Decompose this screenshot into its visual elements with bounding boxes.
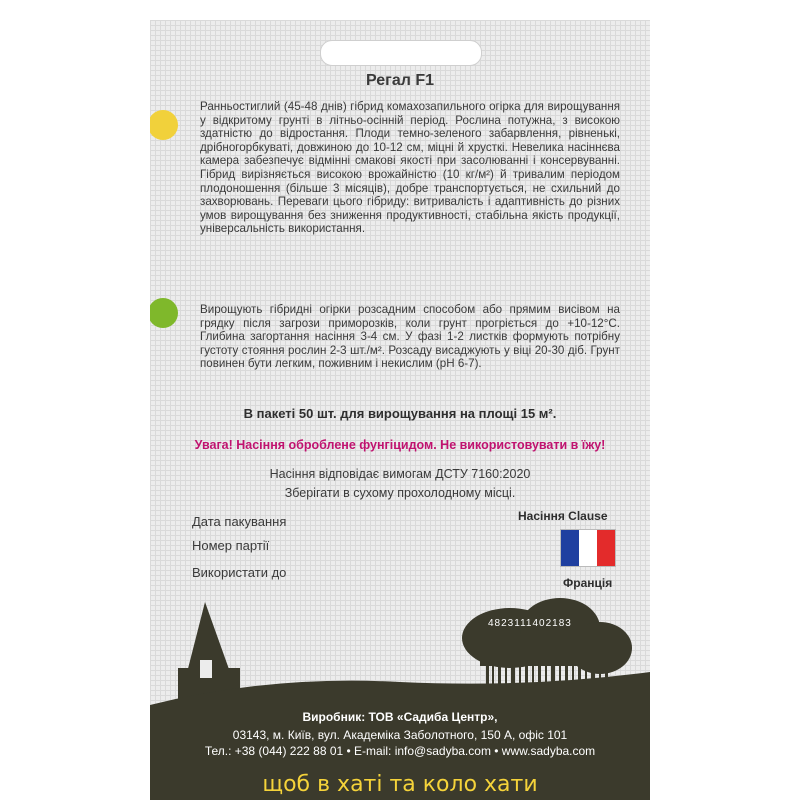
seed-packet: [150, 20, 650, 800]
house-window: [200, 660, 212, 678]
product-title: Регал F1: [365, 72, 434, 89]
description-paragraph: Ранньостиглий (45-48 днів) гібрид комахозапильного огірка для вирощування у відкритому грунті в літньо-осінній період. Рослина потужна, з високою здатністю до відростання. Плоди темно-зеленого забарвлення, рівненькі, дрібногорбкуваті, довжиною до 10-12 см, міцні й хрусткі. Невелика насіннєва камера забезпечує відмінні смакові якості при засолюванні і консервуванні. Гібрид вирізняється високою врожайністю (10 кг/м²) й тривалим періодом плодоношення (більше 3 місяців), добре транспортується, не схильний до захворювань. Переваги цього гібриду: витривалість і адаптивність до різних умов вирощування без зниження продуктивності, стабільна якість продукції, універсальність використання.: [200, 100, 620, 236]
green-dot-icon: [150, 298, 178, 328]
country-label: Франція: [563, 576, 613, 590]
flag-stripe-blue: [561, 530, 579, 566]
yellow-dot-icon: [150, 110, 178, 140]
flag-stripe-white: [579, 530, 597, 566]
package-amount: В пакеті 50 шт. для вирощування на площі 15 м².: [243, 406, 557, 421]
cultivation-paragraph: Вирощують гібридні огірки розсадним способом або прямим висівом на грядку після загрози приморозків, коли грунт прогріється до +10-12°С. Глибина загортання насіння 3-4 см. У фазі 1-2 листків формують потрібну густоту стояння рослин 2-3 шт./м². Розсаду висаджують у віці 20-30 діб. Грунт повинен бути легким, поживним і некислим (рН 6-7).: [200, 303, 620, 371]
brand-label: Насіння Clause: [518, 509, 608, 523]
standard-text: Насіння відповідає вимогам ДСТУ 7160:2020: [269, 467, 531, 481]
manufacturer-address: 03143, м. Київ, вул. Академіка Заболотного, 150 А, офіс 101: [232, 728, 568, 742]
france-flag-icon: [561, 530, 615, 566]
manufacturer-contacts: Тел.: +38 (044) 222 88 01 • E-mail: info@sadyba.com • www.sadyba.com: [204, 744, 596, 758]
batch-number-field: Номер партії: [192, 538, 270, 553]
manufacturer-name: Виробник: ТОВ «Садиба Центр»,: [302, 710, 498, 724]
hang-hole: [320, 40, 482, 66]
fungicide-warning: Увага! Насіння оброблене фунгіцидом. Не використовувати в їжу!: [194, 438, 606, 452]
landscape-illustration: [150, 580, 650, 800]
flag-stripe-red: [597, 530, 615, 566]
storage-text: Зберігати в сухому прохолодному місці.: [284, 486, 516, 500]
pack-date-field: Дата пакування: [192, 514, 287, 529]
slogan: щоб в хаті та коло хати: [262, 772, 538, 797]
use-by-field: Використати до: [192, 565, 287, 580]
barcode-number: 4823111402183: [488, 618, 572, 629]
